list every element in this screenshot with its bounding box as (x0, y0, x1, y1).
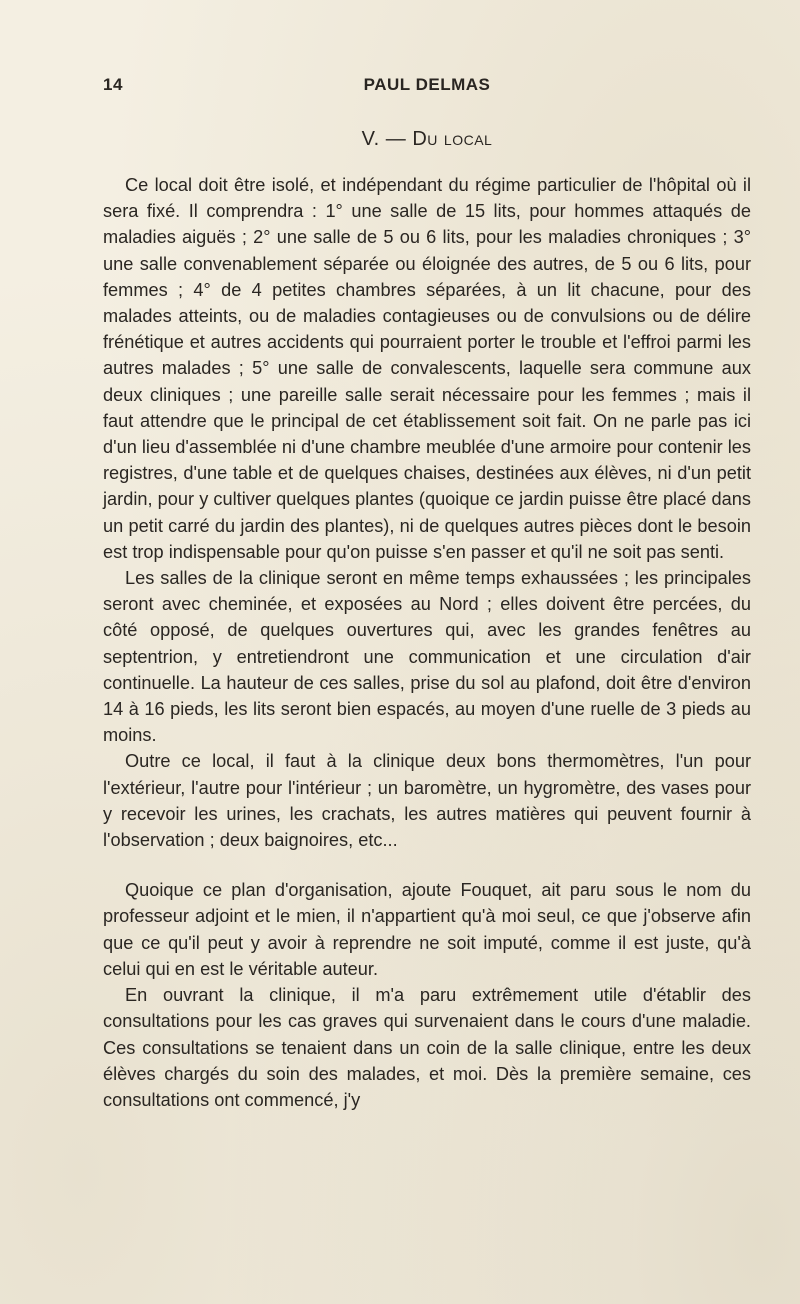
paragraph: Quoique ce plan d'organisation, ajoute Fouquet, ait paru sous le nom du professeur adjoint et le mien, il n'appartient qu'à moi seul, ce que j'observe afin que ce qu'il peut y avoir à reprendre ne soit imputé, comme il est juste, qu'à celui qui en est le véritable auteur. (103, 880, 751, 979)
body-text (103, 172, 751, 1113)
paragraph: Outre ce local, il faut à la clinique deux bons thermomètres, l'un pour l'extérieur, l'autre pour l'intérieur ; un baromètre, un hygromètre, des vases pour y recevoir les urines, les crachats, les autres matières qui peuvent fournir à l'observation ; deux baignoires, etc... (103, 751, 751, 851)
paragraph: En ouvrant la clinique, il m'a paru extrêmement utile d'établir des consultations pour les cas graves qui survenaient dans le cours d'une maladie. Ces consultations se tenaient dans un coin de la salle clinique, entre les deux élèves chargés du soin des malades, et moi. Dès la première semaine, ces consultations ont commencé, j'y (103, 985, 751, 1110)
running-header (103, 75, 751, 99)
page-number: 14 (103, 75, 123, 94)
paragraph: Ce local doit être isolé, et indépendant du régime particulier de l'hôpital où il sera fixé. Il comprendra : 1° une salle de 15 lits, pour hommes attaqués de maladies aiguës ; 2° une salle de 5 ou 6 lits, pour les maladies chroniques ; 3° une salle convenablement séparée ou éloignée des autres, de 5 ou 6 lits, pour femmes ; 4° de 4 petites chambres séparées, à un lit chacune, pour des malades atteints, ou de maladies contagieuses ou de convulsions ou de délire frénétique et autres accidents qui pourraient porter le trouble et l'effroi parmi les autres malades ; 5° une salle de convalescents, laquelle sera commune aux deux cliniques ; une pareille salle serait nécessaire pour les femmes ; mais il faut attendre que le principal de cet établissement soit fait. On ne parle pas ici d'un lieu d'assemblée ni d'une chambre meublée d'une armoire pour contenir les registres, d'une table et de quelques chaises, destinées aux élèves, ni d'un petit jardin, pour y cultiver quelques plantes (quoique ce jardin puisse être placé dans un petit carré du jardin des plantes), ni de quelques autres pièces dont le besoin est trop indispensable pour qu'on puisse s'en passer et qu'il ne soit pas senti. (103, 175, 751, 562)
running-head-author: PAUL DELMAS (363, 75, 491, 94)
section-title: V. — Du local (361, 128, 493, 150)
paragraph: Les salles de la clinique seront en même temps exhaussées ; les principales seront avec cheminée, et exposées au Nord ; elles doivent être percées, du côté opposé, de quelques ouvertures qui, avec les grandes fenêtres au septentrion, y entretiendront une communication et une circulation d'air continuelle. La hauteur de ces salles, prise du sol au plafond, doit être d'environ 14 à 16 pieds, les lits seront bien espacés, au moyen d'une ruelle de 3 pieds au moins. (103, 568, 751, 746)
